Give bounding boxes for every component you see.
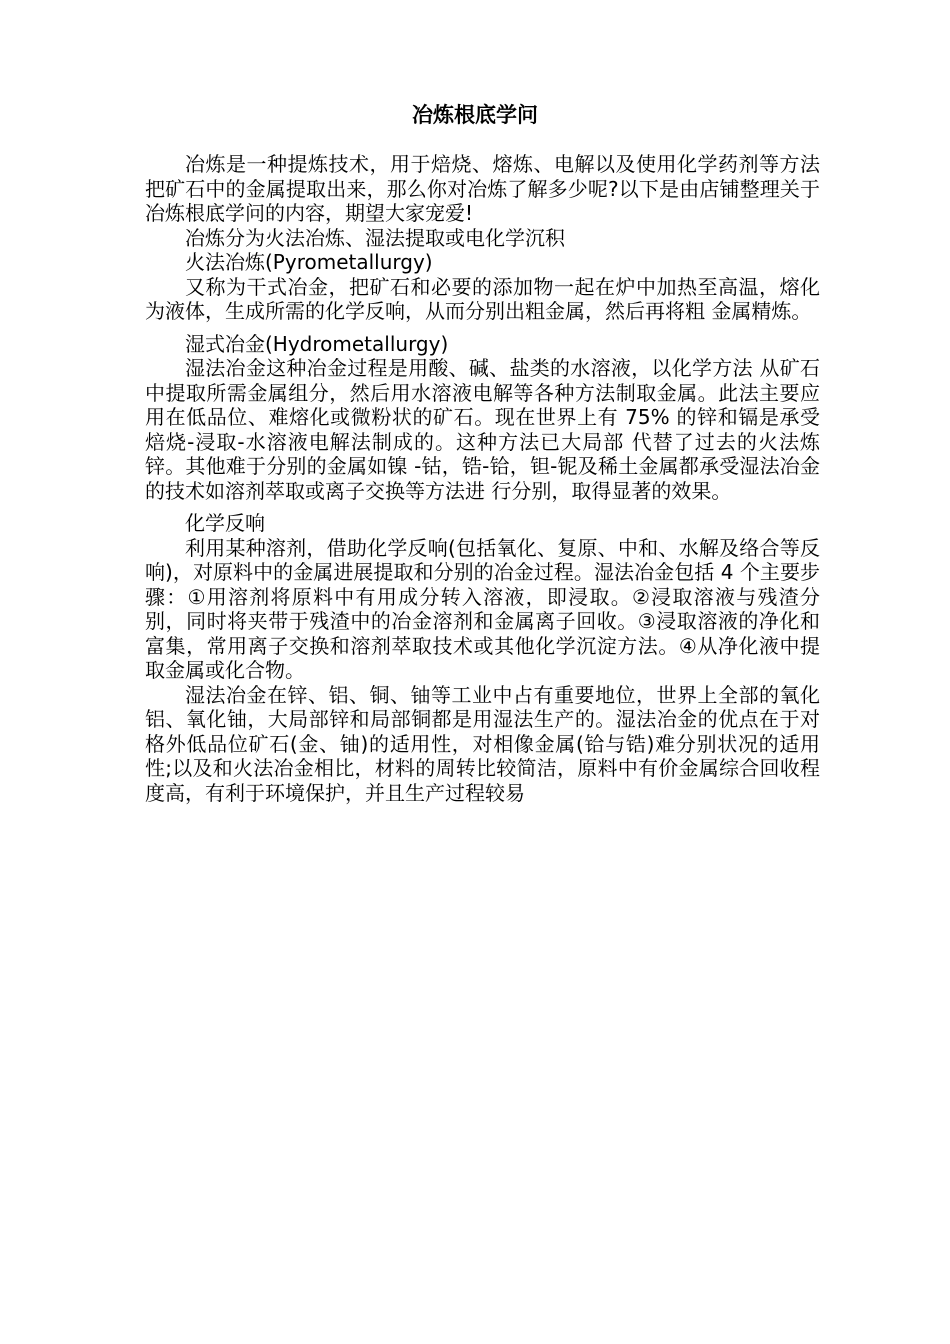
chemical-reaction-paragraph: 利用某种溶剂，借助化学反响(包括氧化、复原、中和、水解及络合等反响)，对原料中的金属进展提取和分别的冶金过程。湿法冶金包括 4 个主要步骤：①用溶剂将原料中有用成分转入溶液，即浸取。②浸取溶液与残渣分别，同时将夹带于残渣中的冶金溶剂和金属离子回收。③浸取溶液的净化和富集，常用离子交换和溶剂萃取技术或其他化学沉淀方法。④从净化液中提取金属或化合物。 [145, 535, 820, 682]
document-title: 冶炼根底学问 [412, 103, 538, 127]
pyrometallurgy-paragraph: 又称为干式冶金，把矿石和必要的添加物一起在炉中加热至高温，熔化为液体，生成所需的化学反响，从而分别出粗金属，然后再将粗 金属精炼。 [145, 274, 820, 323]
categories-line: 冶炼分为火法冶炼、湿法提取或电化学沉积 [185, 225, 565, 250]
chemical-reaction-heading: 化学反响 [185, 511, 265, 535]
document-body [145, 152, 820, 805]
intro-paragraph: 冶炼是一种提炼技术，用于焙烧、熔炼、电解以及使用化学药剂等方法把矿石中的金属提取出来，那么你对冶炼了解多少呢?以下是由店铺整理关于冶炼根底学问的内容，期望大家宠爱! [145, 152, 820, 225]
pyrometallurgy-heading: 火法冶炼(Pyrometallurgy) [185, 250, 433, 274]
hydrometallurgy-paragraph: 湿法冶金这种冶金过程是用酸、碱、盐类的水溶液，以化学方法 从矿石中提取所需金属组分，然后用水溶液电解等各种方法制取金属。此法主要应用在低品位、难熔化或微粉状的矿石。现在世界上有 75% 的锌和镉是承受焙烧-浸取-水溶液电解法制成的。这种方法已大局部 代替了过去的火法炼锌。其他难于分别的金属如镍 -钴，锆-铪，钽-铌及稀土金属都承受湿法冶金的技术如溶剂萃取或离子交换等方法进 行分别，取得显著的效果。 [145, 356, 820, 503]
advantages-paragraph: 湿法冶金在锌、铝、铜、铀等工业中占有重要地位，世界上全部的氧化铝、氧化铀，大局部锌和局部铜都是用湿法生产的。湿法冶金的优点在于对格外低品位矿石(金、铀)的适用性，对相像金属(铪与锆)难分别状况的适用性;以及和火法冶金相比，材料的周转比较简洁，原料中有价金属综合回收程度高，有利于环境保护，并且生产过程较易 [145, 682, 820, 805]
hydrometallurgy-heading: 湿式冶金(Hydrometallurgy) [185, 331, 449, 356]
